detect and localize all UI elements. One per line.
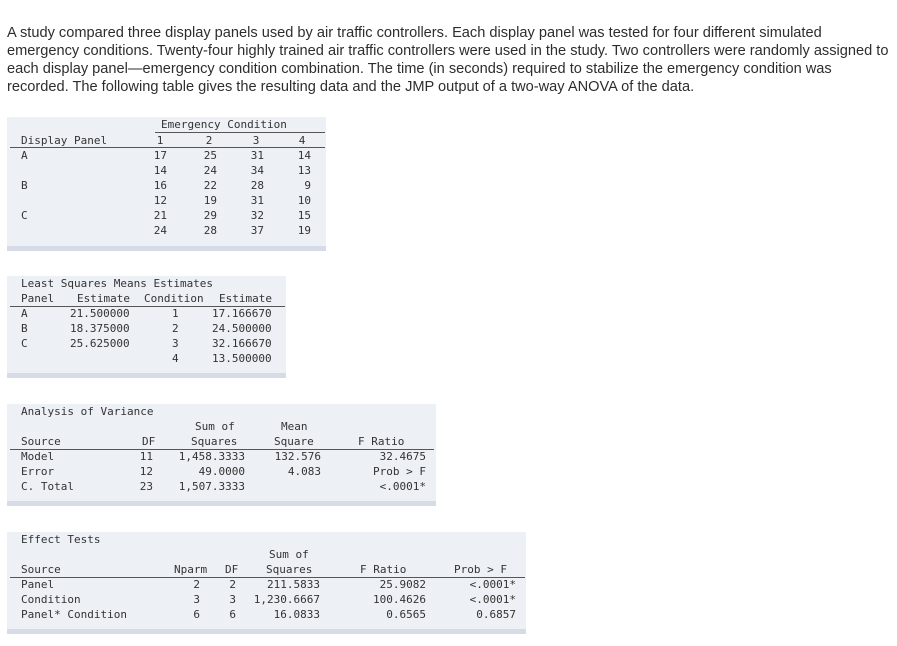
effects-squares-header: Squares xyxy=(266,563,313,576)
anova-model-ss: 1,458.3333 xyxy=(178,450,245,463)
effects-source-header: Source xyxy=(21,563,61,576)
anova-f-ratio-value: 32.4675 xyxy=(379,450,426,463)
anova-bar xyxy=(7,501,436,506)
anova-total-df: 23 xyxy=(139,480,153,493)
effects-interaction-source: Panel* Condition xyxy=(21,608,127,621)
anova-model-df: 11 xyxy=(139,450,153,463)
cell-r3-c2: 22 xyxy=(203,179,217,192)
cell-r3-c3: 28 xyxy=(250,179,264,192)
effects-interaction-df: 6 xyxy=(229,608,236,621)
cell-r1-c2: 25 xyxy=(203,149,217,162)
cell-r5-c3: 32 xyxy=(250,209,264,222)
effects-condition-nparm: 3 xyxy=(193,593,200,606)
condition-header-2: 2 xyxy=(205,134,213,147)
anova-df-header: DF xyxy=(142,435,156,448)
anova-square-header: Square xyxy=(274,435,314,448)
anova-prob-value: <.0001* xyxy=(379,480,426,493)
effects-condition-source: Condition xyxy=(21,593,81,606)
cell-r5-c2: 29 xyxy=(203,209,217,222)
effects-nparm-header: Nparm xyxy=(174,563,208,576)
anova-total-ss: 1,507.3333 xyxy=(178,480,245,493)
effects-condition-f: 100.4626 xyxy=(373,593,426,606)
lsm-cond-4: 4 xyxy=(172,352,179,365)
anova-model-source: Model xyxy=(21,450,55,463)
effects-condition-ss: 1,230.6667 xyxy=(253,593,320,606)
lsm-title: Least Squares Means Estimates xyxy=(21,277,214,290)
lsm-panel-a: A xyxy=(21,307,28,320)
effects-condition-p: <.0001* xyxy=(469,593,516,606)
condition-header-1: 1 xyxy=(156,134,164,147)
lsm-cond-3-est: 32.166670 xyxy=(212,337,272,350)
anova-squares-header: Squares xyxy=(191,435,238,448)
condition-header-4: 4 xyxy=(298,134,306,147)
emergency-condition-header: Emergency Condition xyxy=(161,118,287,131)
lsm-panel-a-est: 21.500000 xyxy=(70,307,130,320)
lsm-cond-3: 3 xyxy=(172,337,179,350)
effects-interaction-f: 0.6565 xyxy=(386,608,426,621)
effects-title: Effect Tests xyxy=(21,533,101,546)
lsm-estimate2-header: Estimate xyxy=(219,292,272,305)
cell-r1-c1: 17 xyxy=(153,149,167,162)
anova-total-source: C. Total xyxy=(21,480,74,493)
effects-fratio-header: F Ratio xyxy=(360,563,407,576)
effects-condition-df: 3 xyxy=(229,593,236,606)
effects-panel-source: Panel xyxy=(21,578,55,591)
cell-r6-c1: 24 xyxy=(153,224,167,237)
lsm-cond-1-est: 17.166670 xyxy=(212,307,272,320)
problem-statement: A study compared three display panels used by air traffic controllers. Each display panel was tested for four different simulated emergency conditions. Twenty-four highly trained air traffic controllers were used in the study. Two controllers were randomly assigned to each display panel—emergency condition combination. The time (in seconds) required to stabilize the emergency condition was recorded. The following table gives the resulting data and the JMP output of a two-way ANOVA of the data. xyxy=(7,25,889,95)
lsm-panel-b: B xyxy=(21,322,28,335)
anova-sumof-header: Sum of xyxy=(195,420,235,433)
effects-panel-nparm: 2 xyxy=(193,578,200,591)
effects-sumof-header: Sum of xyxy=(269,548,309,561)
lsm-cond-4-est: 13.500000 xyxy=(212,352,272,365)
lsm-estimate-header: Estimate xyxy=(77,292,130,305)
cell-r6-c3: 37 xyxy=(250,224,264,237)
lsm-condition-header: Condition xyxy=(144,292,204,305)
data-table-bar xyxy=(7,246,326,251)
effects-interaction-p: 0.6857 xyxy=(476,608,516,621)
cell-r2-c4: 13 xyxy=(297,164,311,177)
cell-r6-c2: 28 xyxy=(203,224,217,237)
anova-error-df: 12 xyxy=(139,465,153,478)
anova-error-source: Error xyxy=(21,465,55,478)
lsm-panel-header: Panel xyxy=(21,292,55,305)
lsm-bar xyxy=(7,373,286,378)
effects-panel-ss: 211.5833 xyxy=(267,578,320,591)
cell-r3-c4: 9 xyxy=(304,179,311,192)
effects-bar xyxy=(7,629,526,634)
cell-r1-c3: 31 xyxy=(250,149,264,162)
effects-panel-p: <.0001* xyxy=(469,578,516,591)
cell-r2-c2: 24 xyxy=(203,164,217,177)
anova-fratio-header: F Ratio xyxy=(358,435,405,448)
effects-panel-f: 25.9082 xyxy=(379,578,426,591)
display-panel-header: Display Panel xyxy=(21,134,108,147)
cell-r3-c1: 16 xyxy=(153,179,167,192)
anova-prob-label: Prob > F xyxy=(373,465,426,478)
lsm-panel-c-est: 25.625000 xyxy=(70,337,130,350)
anova-title: Analysis of Variance xyxy=(21,405,154,418)
cell-r6-c4: 19 xyxy=(297,224,311,237)
condition-header-3: 3 xyxy=(252,134,260,147)
cell-r1-c4: 14 xyxy=(297,149,311,162)
cell-r2-c3: 34 xyxy=(250,164,264,177)
panel-label-c: C xyxy=(21,209,28,222)
lsm-panel-c: C xyxy=(21,337,28,350)
panel-label-a: A xyxy=(21,149,28,162)
anova-error-ms: 4.083 xyxy=(287,465,321,478)
effects-interaction-nparm: 6 xyxy=(193,608,200,621)
lsm-cond-1: 1 xyxy=(172,307,179,320)
anova-error-ss: 49.0000 xyxy=(198,465,245,478)
cell-r4-c3: 31 xyxy=(250,194,264,207)
cell-r4-c1: 12 xyxy=(153,194,167,207)
lsm-cond-2-est: 24.500000 xyxy=(212,322,272,335)
cell-r5-c1: 21 xyxy=(153,209,167,222)
effects-panel-df: 2 xyxy=(229,578,236,591)
effects-prob-header: Prob > F xyxy=(454,563,507,576)
cell-r4-c2: 19 xyxy=(203,194,217,207)
cell-r5-c4: 15 xyxy=(297,209,311,222)
effects-df-header: DF xyxy=(225,563,239,576)
cell-r4-c4: 10 xyxy=(297,194,311,207)
lsm-panel-b-est: 18.375000 xyxy=(70,322,130,335)
panel-label-b: B xyxy=(21,179,28,192)
group-header-underline xyxy=(155,132,325,133)
anova-model-ms: 132.576 xyxy=(274,450,321,463)
anova-mean-header: Mean xyxy=(281,420,308,433)
lsm-cond-2: 2 xyxy=(172,322,179,335)
effects-interaction-ss: 16.0833 xyxy=(273,608,320,621)
anova-source-header: Source xyxy=(21,435,61,448)
header-underline xyxy=(10,147,325,148)
cell-r2-c1: 14 xyxy=(153,164,167,177)
